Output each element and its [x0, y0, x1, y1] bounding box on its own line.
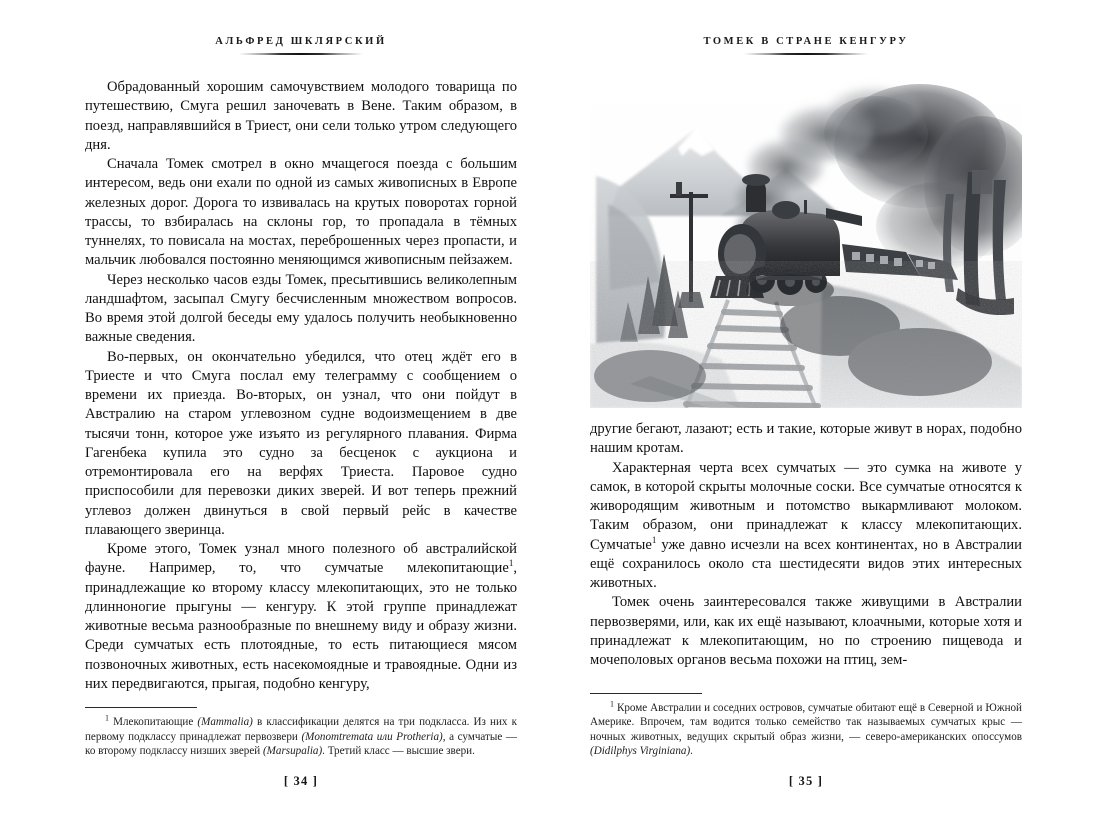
left-body-column: [85, 78, 517, 694]
right-body-column: [590, 420, 1022, 670]
footnote-latin-term: (Monomtremata или Protheria): [301, 730, 443, 743]
right-page-folio: [ 35 ]: [788, 774, 824, 788]
running-head-ornament-rule: [239, 53, 363, 55]
paragraph-continued: другие бегают, лазают; есть и такие, которые живут в норах, подобно нашим кротам.: [590, 421, 1022, 457]
paragraph-text-after-marker: уже давно исчезли на всех континентах, но в Австралии ещё сохранилось около ста шестидесяти видов этих интересных животных.: [590, 536, 1022, 591]
paragraph: Томек очень заинтересовался также живущими в Австралии первозверями, или, как их ещё называют, клоачными, которые хотя и принадлежат к млекопитающим, но по строению пищевода и мочеполовых органов весьма похожи на птиц, зем-: [590, 594, 1022, 668]
footnote-segment: , а сумчатые — ко второму подклассу низших зверей: [85, 730, 517, 758]
paragraph-with-footnote-reference: [590, 459, 1022, 594]
left-page-folio: [ 34 ]: [283, 774, 319, 788]
footnote-segment: . Третий класс — высшие звери.: [322, 745, 475, 758]
footnote-marker: 1: [610, 698, 614, 708]
right-footnote-area: [550, 693, 1100, 759]
right-footnote-text: [590, 698, 1022, 759]
footnote-segment: в классификации делятся на три подкласса. Из них к первому подклассу принадлежат первозвери: [85, 716, 517, 743]
paragraph-with-footnote-reference: [85, 540, 517, 694]
right-running-head: [590, 36, 1022, 66]
footnote-latin-term: (Didilphys Virginiana): [590, 745, 691, 758]
left-running-head-text: АЛЬФРЕД ШКЛЯРСКИЙ: [215, 36, 387, 47]
paragraph-text-after-marker: , принадлежащие ко второму классу млекопитающих, это не только длинноногие прыгуны — кенгуру. К этой группе принадлежат животные весьма разнообразные по внешнему виду и образу жизни. Среди сумчатых есть плотоядные, то есть питающиеся мясом позвоночных животных, есть насекомоядные и травоядные. Одни из них передвигаются, прыгая, подобно кенгуру,: [85, 560, 517, 692]
paragraph: Сначала Томек смотрел в окно мчащегося поезда с большим интересом, ведь они ехали по одной из самых живописных в Европе железных дорог. Дорога то извивалась на крутых поворотах горной трассы, то взбиралась на склоны гор, то пропадала в тёмных туннелях, то повисала на мостах, переброшенных через пропасти, и мальчик любовался постоянно меняющимся живописным пейзажем.: [85, 156, 517, 269]
footnote-separator-rule: [590, 693, 702, 694]
paragraph-text-before-marker: Кроме этого, Томек узнал много полезного об австралийской фауне. Например, то, что сумчатые млекопитающие: [85, 541, 517, 577]
footnote-reference-marker[interactable]: 1: [508, 558, 514, 569]
steam-locomotive-in-mountains-illustration: [590, 76, 1022, 408]
paragraph: Обрадованный хорошим самочувствием молодого товарища по путешествию, Смуга решил заночевать в Вене. Таким образом, в поезд, направлявшийся в Триест, они сели только утром следующего дня.: [85, 79, 517, 153]
footnote-segment: Кроме Австралии и соседних островов, сумчатые обитают ещё в Северной и Южной Америке. Впрочем, там водится только семейство так называемых сумчатых крыс — ночных животных, ведущих скрытый образ жизни, — северо-американских опоссумов: [590, 701, 1022, 743]
illustration-canvas: [590, 76, 1022, 408]
footnote-separator-rule: [85, 707, 197, 708]
footnote-latin-term: (Marsupalia): [262, 745, 323, 758]
running-head-ornament-rule: [744, 53, 868, 55]
right-page: [550, 0, 1100, 825]
paragraph: Через несколько часов езды Томек, пресытившись великолепным ландшафтом, засыпал Смугу бесчисленным множеством вопросов. Во время этой долгой беседы ему удалось получить необыкновенно важные сведения.: [85, 271, 517, 346]
paragraph-text-before-marker: Характерная черта всех сумчатых — это сумка на животе у самок, в которой скрыты молочные соски. Все сумчатые относятся к живородящим животным и потомство выкармливают молоком. Таким образом, они принадлежат к классу млекопитающих. Сумчатые: [590, 459, 1022, 553]
left-footnote-text: [85, 715, 517, 759]
footnote-segment: .: [690, 745, 693, 758]
footnote-latin-term: (Mammalia): [197, 716, 253, 729]
right-running-head-text: ТОМЕК В СТРАНЕ КЕНГУРУ: [703, 36, 909, 47]
left-footnote-area: [0, 707, 550, 759]
footnote-marker: 1: [105, 713, 109, 723]
footnote-reference-marker[interactable]: 1: [651, 534, 657, 545]
left-running-head: [85, 36, 517, 66]
footnote-segment: Млекопитающие: [113, 716, 198, 729]
paragraph: Во-первых, он окончательно убедился, что отец ждёт его в Триесте и что Смуга послал ему телеграмму с сообщением о времени их приезда. Во-вторых, он узнал, что они пойдут в Австралию на старом углевозном судне водоизмещением в две тысячи тонн, которое уже изъято из регулярного плавания. Фирма Гагенбека купила это судно за бесценок с аукциона и отремонтировала его на верфях Триеста. Паровое судно приспособили для перевозки диких зверей. И вот теперь прежний углевоз должен двинуться в свой первый рейс в качестве плавающего зверинца.: [85, 348, 517, 538]
